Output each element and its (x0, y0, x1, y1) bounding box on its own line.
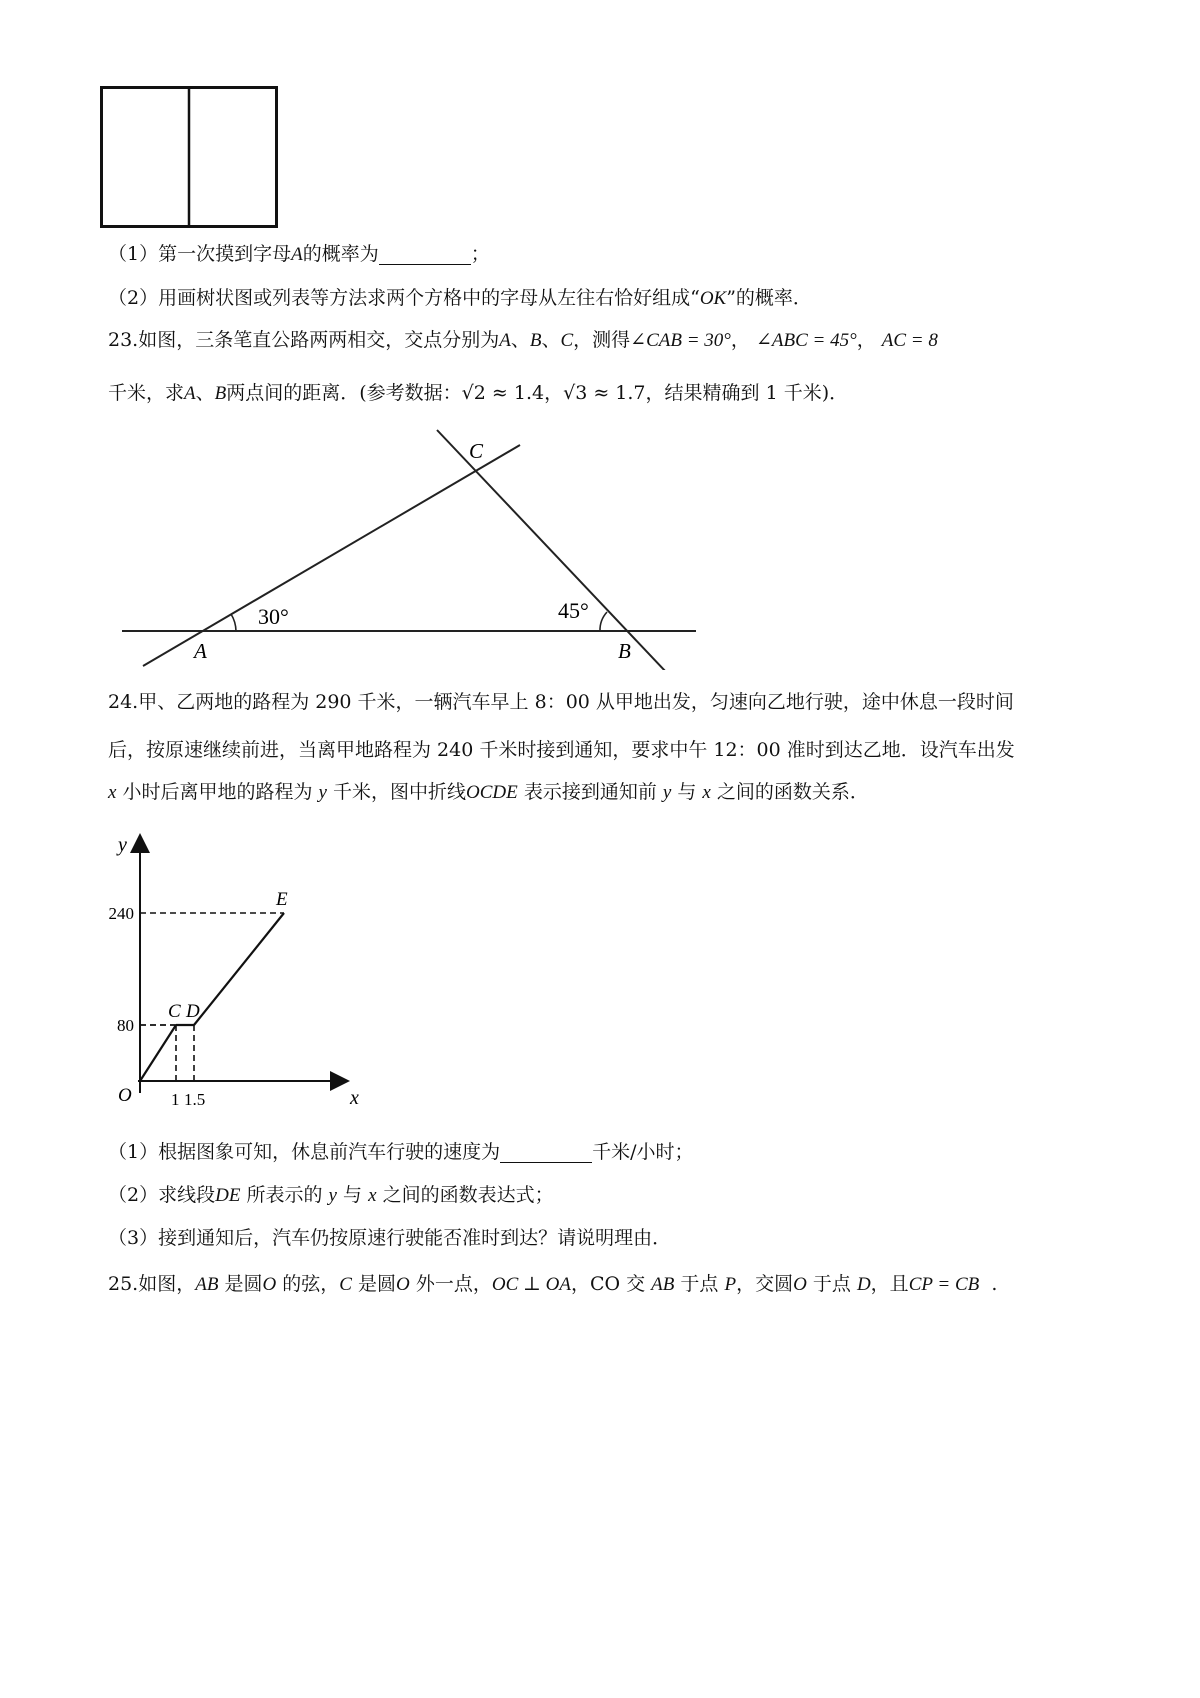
text-q24-p2-y: y (328, 1185, 337, 1206)
text-q25-f: ，CO 交 (570, 1273, 646, 1295)
text-q22-p1-suffix: ； (470, 243, 490, 265)
text-q23-sep2: 、 (541, 329, 561, 351)
text-q24-l3-y: y (318, 782, 327, 803)
text-q23-l1-a: 23.如图，三条笔直公路两两相交，交点分别为 (108, 329, 500, 351)
point-label-C: C (168, 1001, 181, 1022)
y-tick-label-240: 240 (108, 904, 134, 923)
text-q25-c: 的弦， (282, 1273, 340, 1295)
axis-label-y: y (118, 834, 127, 856)
text-q24-l3-a: 小时后离甲地的路程为 (116, 781, 313, 803)
letter-grid-figure (100, 86, 282, 230)
q24-part1 (108, 1143, 694, 1163)
text-q24-p2-de: DE (215, 1185, 241, 1206)
label-a: A (194, 639, 207, 663)
text-q22-p2-var: OK (699, 288, 727, 309)
text-q23-l2-b: 两点间的距离．(参考数据： (226, 382, 462, 404)
q24-part3: （3）接到通知后，汽车仍按原速行驶能否准时到达？请说明理由． (108, 1227, 672, 1249)
text-q23-l2-A: A (184, 383, 196, 404)
text-q24-l3-e: 之间的函数关系． (716, 781, 869, 803)
text-q23-comma: ， (730, 329, 750, 351)
text-q24-p1-b: 千米/小时； (592, 1141, 694, 1163)
text-q24-l3-d: 与 (677, 781, 697, 803)
text-q24-l3-c: 表示接到通知前 (523, 781, 657, 803)
point-label-E: E (276, 889, 288, 910)
text-q23-sqrt3: √3 ≈ 1.7 (563, 382, 646, 404)
point-label-D: D (186, 1001, 200, 1022)
text-q23-ac: AC = 8 (881, 330, 938, 351)
x-tick-label-1.5: 1.5 (184, 1090, 206, 1109)
text-q24-p2-c: 与 (343, 1184, 363, 1206)
answer-blank[interactable] (379, 245, 471, 265)
text-q24-p2-x: x (368, 1185, 377, 1206)
text-q25-eq: CP = CB (908, 1274, 980, 1295)
text-q25-ab2: AB (651, 1274, 675, 1295)
distance-time-graph (100, 825, 380, 1115)
text-q24-l3-ocde: OCDE (466, 782, 518, 803)
text-q25-o2: O (396, 1274, 410, 1295)
text-q23-l2-a: 千米，求 (108, 382, 185, 404)
text-q23-l2-d: ，结果精确到 1 千米)． (645, 382, 849, 404)
text-q25-ab: AB (195, 1274, 219, 1295)
text-q22-p2-prefix: （2）用画树状图或列表等方法求两个方格中的字母从左往右恰好组成“ (108, 287, 700, 309)
text-q22-p2-suffix: ”的概率． (726, 287, 812, 309)
text-q23-angle1: ∠CAB = 30° (630, 330, 731, 351)
q22-part1 (108, 245, 490, 265)
text-q25-b: 是圆 (224, 1273, 263, 1295)
text-q23-sep1: 、 (510, 329, 530, 351)
triangle-roads-figure (0, 420, 760, 670)
text-q23-v-C: C (560, 330, 574, 351)
text-q22-p1-mid: 的概率为 (302, 243, 379, 265)
angle-arc-b (600, 612, 607, 631)
text-q23-angle2: ∠ABC = 45° (755, 330, 857, 351)
text-q25-e: 外一点， (415, 1273, 492, 1295)
x-tick-label-1: 1 (171, 1090, 180, 1109)
text-q24-l3-y2: y (662, 782, 672, 803)
road-ac (143, 445, 520, 666)
text-q25-j: ，且 (870, 1273, 909, 1295)
angle-arc-a (231, 614, 236, 631)
text-q25-cv: C (339, 1274, 352, 1295)
text-q23-comma2: ， (856, 329, 876, 351)
text-q25-o1: O (262, 1274, 277, 1295)
text-q23-l2-B: B (214, 383, 227, 404)
text-q22-p1-var: A (291, 244, 303, 265)
q24-line2: 后，按原速继续前进，当离甲地路程为 240 千米时接到通知，要求中午 12：00 准时到达乙地．设汽车出发 (108, 739, 1015, 761)
text-q23-v-B: B (529, 330, 542, 351)
road-bc (437, 430, 667, 670)
q23-line1 (108, 331, 938, 350)
segment-OC (140, 1025, 176, 1081)
origin-label: O (118, 1085, 132, 1106)
text-q23-sqrt2: √2 ≈ 1.4 (461, 382, 545, 404)
text-q23-l2-c: ， (544, 382, 564, 404)
q24-part2 (108, 1186, 554, 1205)
y-tick-label-80: 80 (117, 1016, 134, 1035)
text-q24-l3-b: 千米，图中折线 (333, 781, 467, 803)
axis-label-x: x (350, 1087, 359, 1109)
text-q25-p: P (724, 1274, 737, 1295)
text-q24-p2-d: 之间的函数表达式； (382, 1184, 554, 1206)
text-q23-v-A: A (499, 330, 511, 351)
q24-line1: 24.甲、乙两地的路程为 290 千米，一辆汽车早上 8：00 从甲地出发，匀速向乙地行驶，途中休息一段时间 (108, 691, 1014, 713)
label-b: B (618, 639, 631, 663)
text-q24-l3-x2: x (702, 782, 711, 803)
text-q23-l2-sep: 、 (195, 382, 215, 404)
text-q25-k: . (991, 1273, 998, 1295)
label-angle-45: 45° (558, 598, 589, 623)
text-q24-l3-x: x (108, 782, 117, 803)
text-q24-p1-a: （1）根据图象可知，休息前汽车行驶的速度为 (108, 1141, 501, 1163)
q25-line1 (108, 1275, 997, 1294)
text-q24-p2-a: （2）求线段 (108, 1184, 216, 1206)
text-q25-d: 是圆 (358, 1273, 397, 1295)
text-q24-p2-b: 所表示的 (246, 1184, 323, 1206)
text-q25-i: 于点 (812, 1273, 851, 1295)
text-q25-g: 于点 (680, 1273, 719, 1295)
q22-part2 (108, 289, 812, 308)
text-q25-o3: O (793, 1274, 807, 1295)
segment-DE (194, 913, 284, 1025)
text-q25-a: 25.如图， (108, 1273, 196, 1295)
text-q25-dv: D (856, 1274, 871, 1295)
q24-line3 (108, 783, 869, 802)
text-q23-l1-b: ，测得 (573, 329, 631, 351)
text-q25-perp: OC ⊥ OA (491, 1274, 571, 1295)
text-q25-h: ，交圆 (736, 1273, 794, 1295)
q23-line2 (108, 384, 848, 403)
text-q22-p1-prefix: （1）第一次摸到字母 (108, 243, 292, 265)
answer-blank[interactable] (500, 1143, 592, 1163)
label-c: C (469, 439, 484, 463)
label-angle-30: 30° (258, 604, 289, 629)
